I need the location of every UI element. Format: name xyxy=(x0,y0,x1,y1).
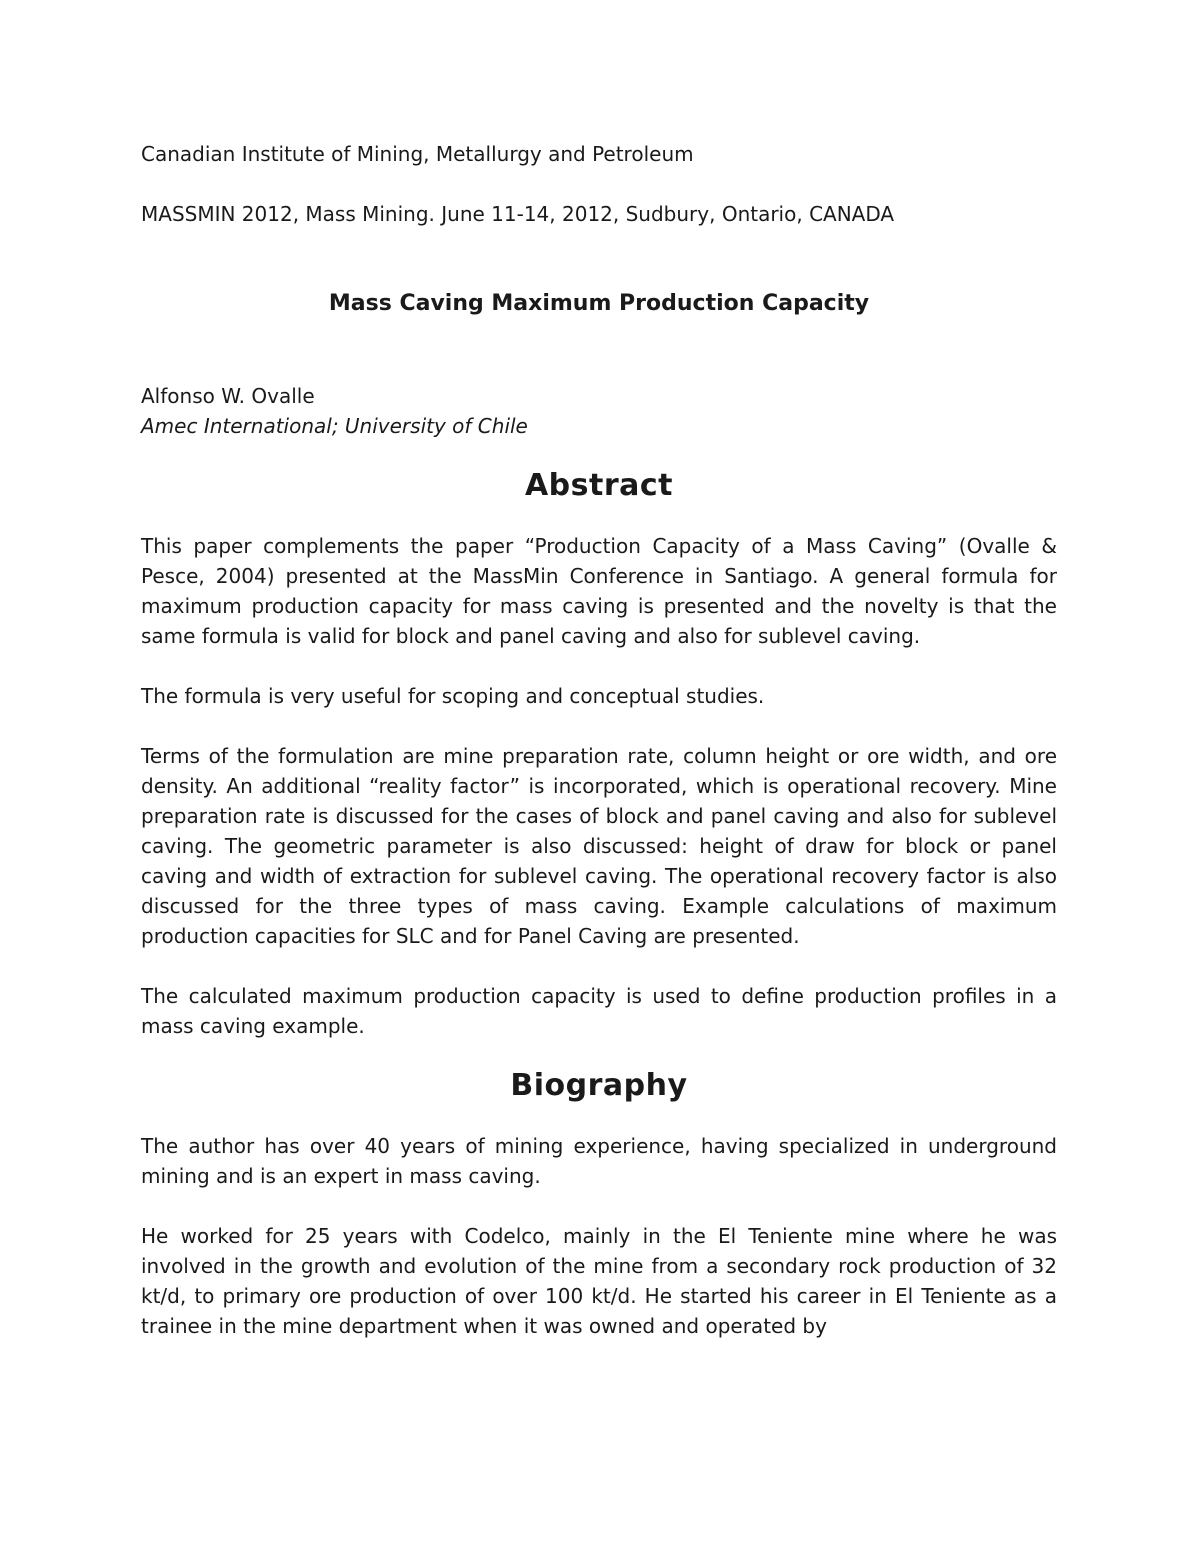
paper-title: Mass Caving Maximum Production Capacity xyxy=(328,291,870,316)
biography-paragraph: The author has over 40 years of mining experience, having specialized in underground mining and is an expert in mass caving. xyxy=(141,1134,1057,1188)
header-conference: MASSMIN 2012, Mass Mining. June 11-14, 2012, Sudbury, Ontario, CANADA xyxy=(141,202,895,226)
author-name: Alfonso W. Ovalle xyxy=(141,384,315,408)
abstract-paragraph: This paper complements the paper “Production Capacity of a Mass Caving” (Ovalle & Pesce, 2004) presented at the MassMin Conference in Santiago. A general formula for maximum production capacity for mass caving is presented and the novelty is that the same formula is valid for block and panel caving and also for sublevel caving. xyxy=(141,534,1057,648)
biography-heading: Biography xyxy=(510,1068,688,1103)
biography-paragraph: He worked for 25 years with Codelco, mainly in the El Teniente mine where he was involved in the growth and evolution of the mine from a secondary rock production of 32 kt/d, to primary ore production of over 100 kt/d. He started his career in El Teniente as a trainee in the mine department when it was owned and operated by xyxy=(141,1224,1057,1338)
abstract-paragraph: The formula is very useful for scoping and conceptual studies. xyxy=(141,684,765,708)
abstract-heading: Abstract xyxy=(524,468,674,503)
abstract-paragraph: The calculated maximum production capacity is used to define production profiles in a mass caving example. xyxy=(141,984,1057,1038)
header-organization: Canadian Institute of Mining, Metallurgy and Petroleum xyxy=(141,142,694,166)
document-page xyxy=(141,139,1057,1371)
author-affiliation: Amec International; University of Chile xyxy=(141,414,528,438)
abstract-paragraph: Terms of the formulation are mine preparation rate, column height or ore width, and ore density. An additional “reality factor” is incorporated, which is operational recovery. Mine preparation rate is discussed for the cases of block and panel caving and also for sublevel caving. The geometric parameter is also discussed: height of draw for block or panel caving and width of extraction for sublevel caving. The operational recovery factor is also discussed for the three types of mass caving. Example calculations of maximum production capacities for SLC and for Panel Caving are presented. xyxy=(141,744,1057,948)
